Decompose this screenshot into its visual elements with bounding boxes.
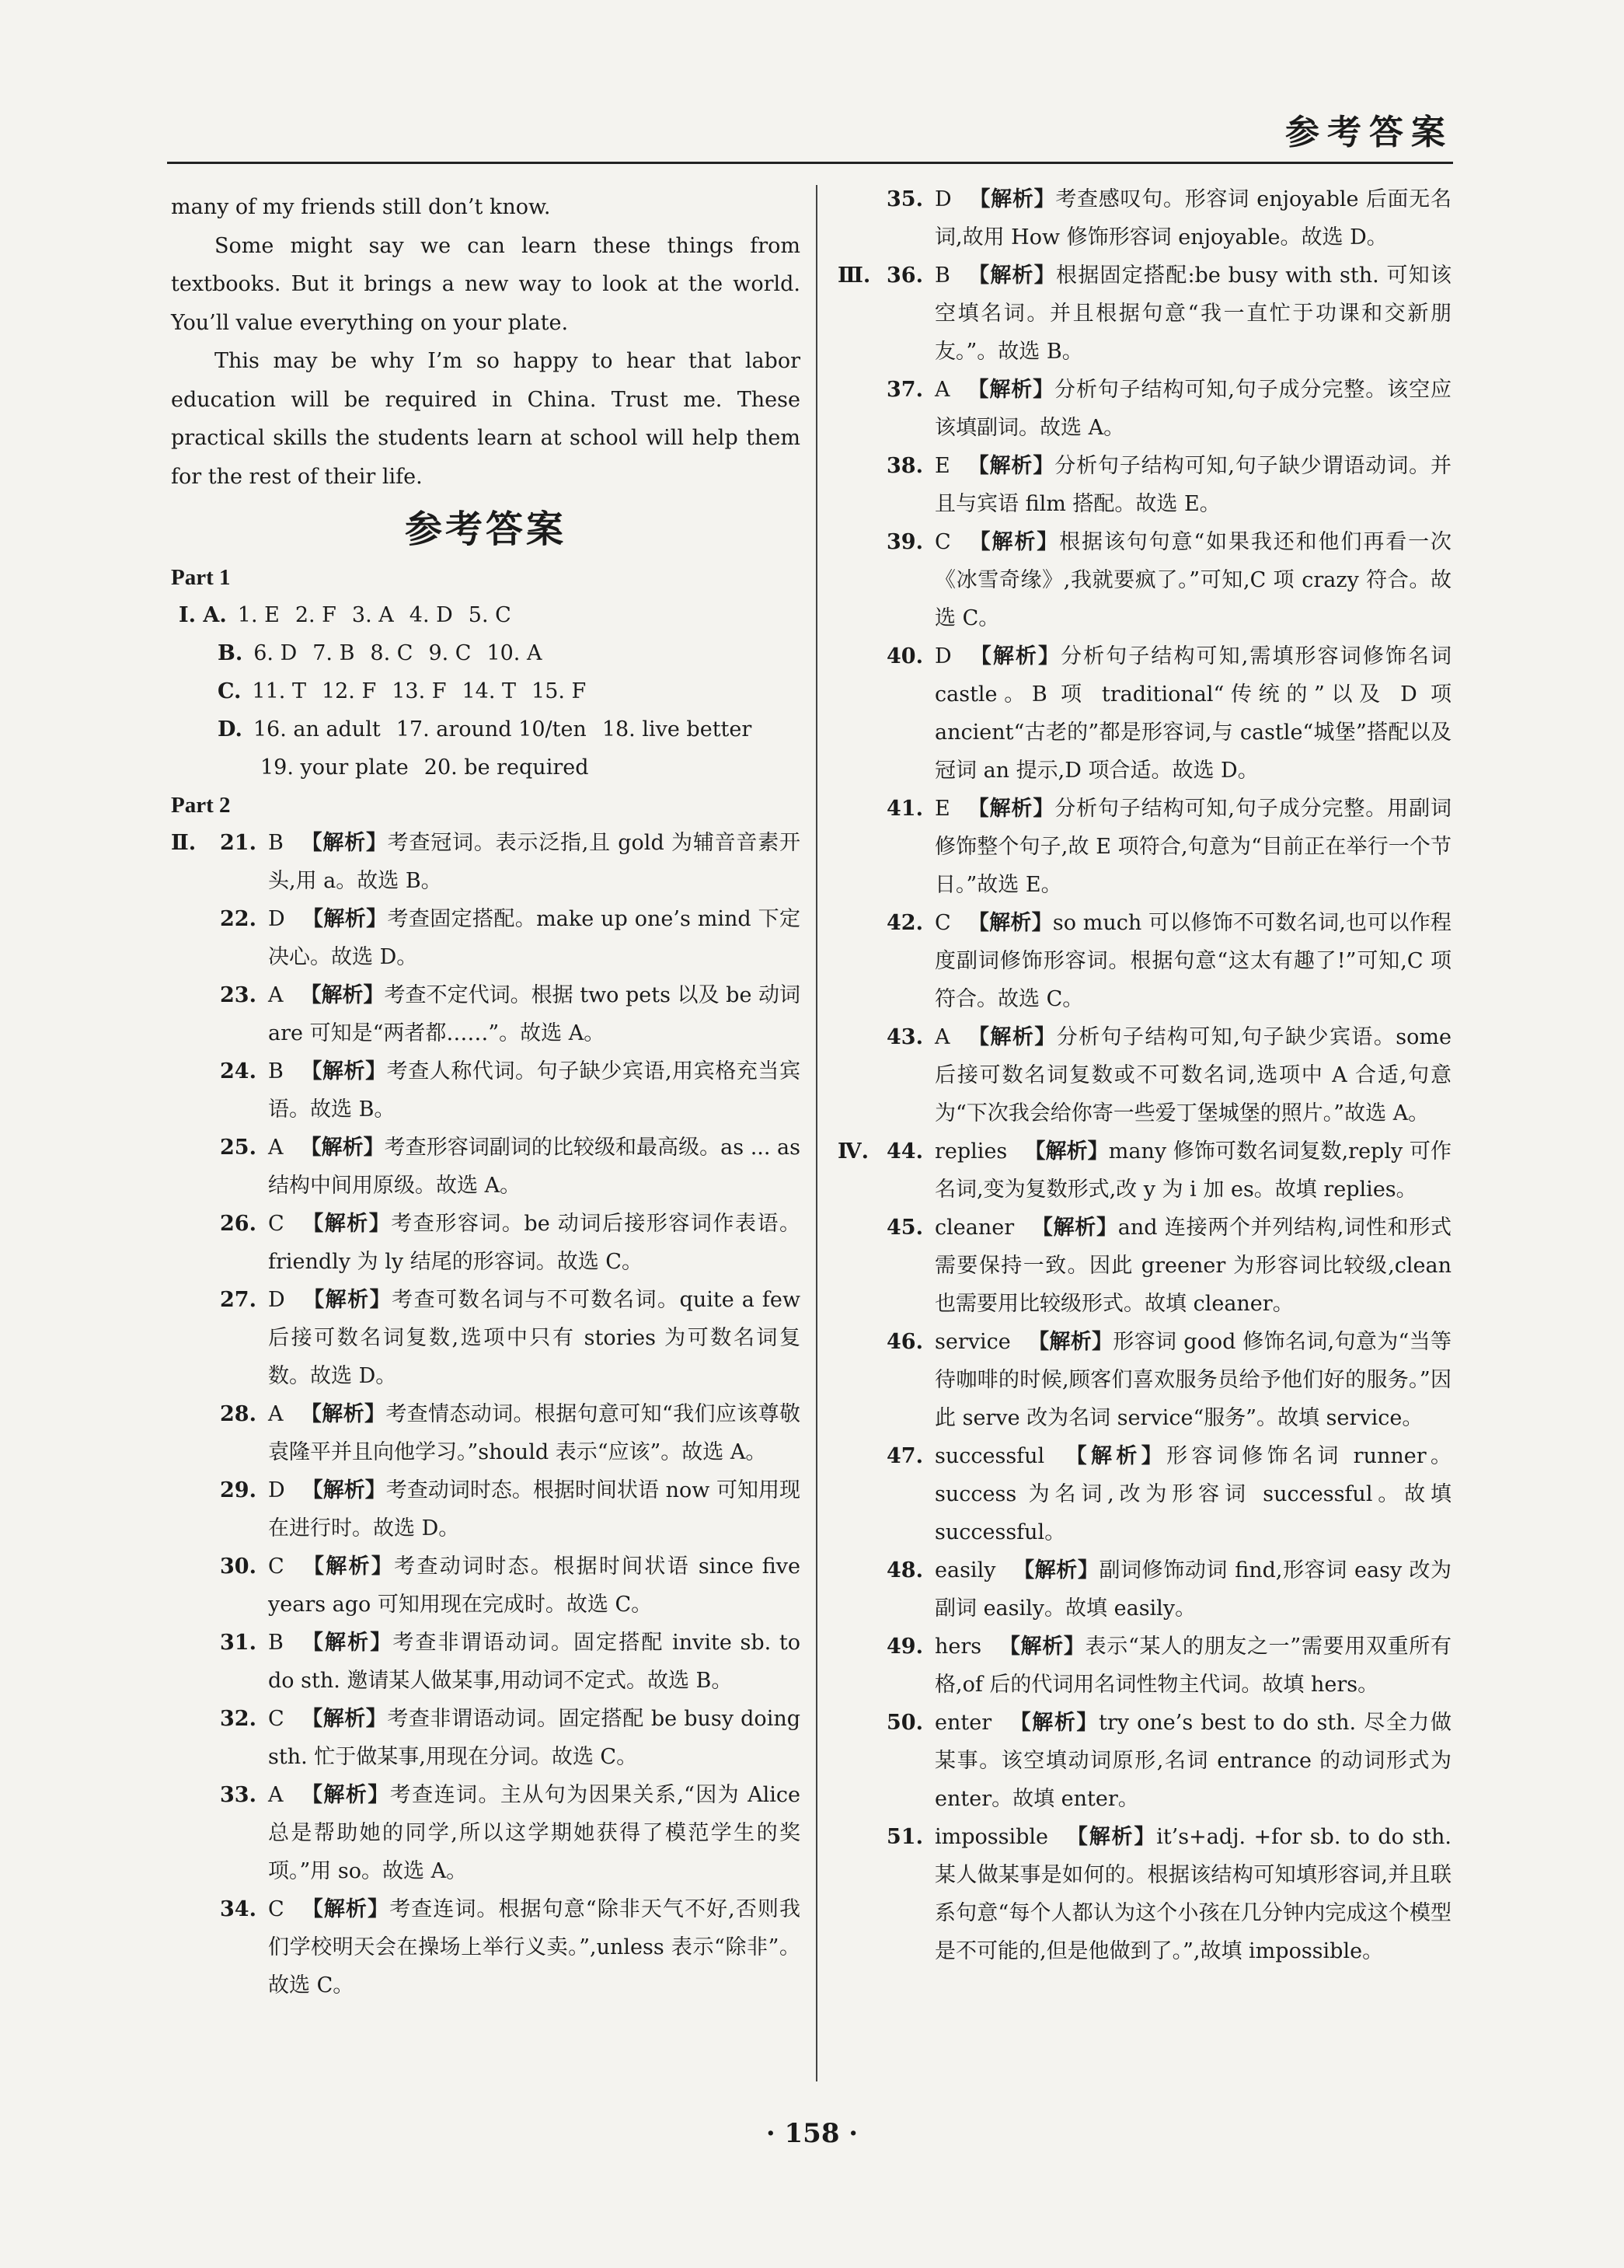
- question-number: 41.: [887, 797, 923, 821]
- question-number: 40.: [887, 644, 923, 668]
- answer-explanation: [171, 976, 800, 1052]
- analysis-text: 分析句子结构可知,句子成分完整。该空应该填副词。故选 A。: [935, 378, 1451, 440]
- answer-item: 16. an adult: [253, 717, 381, 741]
- answer-explanation: [171, 1776, 800, 1890]
- answer-explanation: [838, 1323, 1451, 1437]
- answer-explanation: [171, 1624, 800, 1700]
- part-1-label: Part 1: [171, 565, 231, 590]
- question-number: 27.: [220, 1288, 256, 1312]
- answer-value: C: [268, 1212, 284, 1236]
- answer-item: 17. around 10/ten: [396, 717, 587, 741]
- analysis-text: 分析句子结构可知,需填形容词修饰名词 castle。B 项 traditional“传统的”以及 D 项 ancient“古老的”都是形容词,与 castle“城堡”搭配以及冠词 an 提示,D 项合适。故选 D。: [935, 644, 1451, 783]
- answer-value: C: [268, 1897, 284, 1921]
- analysis-text: 副词修饰动词 find,形容词 easy 改为副词 easily。故填 easily。: [935, 1558, 1451, 1621]
- answer-item: 15. F: [531, 679, 587, 703]
- analysis-tag: 【解析】: [967, 530, 1060, 554]
- answer-value: service: [935, 1330, 1011, 1354]
- answer-explanation: [838, 637, 1451, 790]
- analysis-tag: 【解析】: [300, 1059, 387, 1083]
- answer-explanation: [838, 1628, 1451, 1704]
- question-number: 34.: [220, 1897, 256, 1921]
- analysis-tag: 【解析】: [967, 911, 1053, 935]
- analysis-tag: 【解析】: [967, 378, 1055, 402]
- answer-explanation: [171, 1890, 800, 2005]
- question-number: 29.: [220, 1478, 256, 1502]
- answer-value: B: [268, 1059, 284, 1083]
- question-number: 37.: [887, 378, 923, 402]
- answer-value: E: [935, 454, 950, 478]
- answer-value: B: [268, 831, 284, 855]
- analysis-tag: 【解析】: [1061, 1444, 1167, 1468]
- analysis-tag: 【解析】: [967, 454, 1055, 478]
- answer-value: D: [268, 1288, 285, 1312]
- answer-value: B: [935, 263, 950, 288]
- answer-explanation: [171, 1205, 800, 1281]
- answer-row-prefix: Ⅰ. A.: [179, 603, 227, 627]
- answer-explanation: [838, 371, 1451, 447]
- answer-item: 6. D: [253, 641, 298, 665]
- right-column: [838, 180, 1451, 1970]
- answer-explanation: [838, 1818, 1451, 1970]
- analysis-text: try one’s best to do sth. 尽全力做某事。该空填动词原形,名词 entrance 的动词形式为 enter。故填 enter。: [935, 1711, 1452, 1811]
- analysis-tag: 【解析】: [967, 1025, 1057, 1049]
- answer-value: successful: [935, 1444, 1045, 1468]
- answer-value: C: [935, 530, 951, 554]
- answer-item: 10. A: [486, 641, 542, 665]
- answer-explanation: [171, 900, 800, 976]
- answer-explanation: [838, 1209, 1451, 1323]
- answer-item: 2. F: [294, 603, 336, 627]
- analysis-text: 考查动词时态。根据时间状语 now 可知用现在进行时。故选 D。: [268, 1478, 800, 1540]
- analysis-tag: 【解析】: [300, 1783, 390, 1807]
- answer-row-prefix: D.: [218, 717, 242, 741]
- answer-value: A: [268, 1136, 284, 1160]
- analysis-text: 根据固定搭配:be busy with sth. 可知该空填名词。并且根据句意“我一直忙于功课和交新朋友。”。故选 B。: [935, 263, 1451, 364]
- passage-paragraph: Some might say we can learn these things from textbooks. But it brings a new way to look at the world. You’ll value everything on your plate.: [171, 233, 800, 335]
- analysis-tag: 【解析】: [300, 1402, 386, 1426]
- part-2-label: Part 2: [171, 793, 231, 818]
- answer-value: C: [935, 911, 951, 935]
- analysis-text: 形容词修饰名词 runner。success 为名词,改为形容词 successful。故填 successful。: [935, 1444, 1451, 1544]
- question-number: 23.: [220, 983, 256, 1007]
- question-number: 44.: [887, 1139, 923, 1164]
- section-roman-numeral: Ⅱ.: [171, 831, 197, 855]
- answer-row: [171, 596, 800, 634]
- analysis-tag: 【解析】: [301, 1288, 392, 1312]
- analysis-text: 考查冠词。表示泛指,且 gold 为辅音音素开头,用 a。故选 B。: [268, 831, 800, 893]
- analysis-tag: 【解析】: [968, 187, 1056, 211]
- answer-explanation: [171, 1700, 800, 1776]
- analysis-tag: 【解析】: [968, 644, 1061, 668]
- part-2-right-items: [838, 180, 1451, 1970]
- analysis-text: 考查形容词副词的比较级和最高级。as ... as结构中间用原级。故选 A。: [268, 1136, 801, 1198]
- question-number: 43.: [887, 1025, 923, 1049]
- answer-item: 3. A: [351, 603, 394, 627]
- analysis-text: 分析句子结构可知,句子成分完整。用副词修饰整个句子,故 E 项符合,句意为“目前正在举行一个节日。”故选 E。: [935, 797, 1451, 897]
- question-number: 21.: [220, 831, 256, 855]
- analysis-text: 考查人称代词。句子缺少宾语,用宾格充当宾语。故选 B。: [268, 1059, 800, 1122]
- answer-value: C: [268, 1554, 284, 1579]
- passage-paragraph: many of my friends still don’t know.: [171, 195, 551, 219]
- answer-item: 13. F: [392, 679, 447, 703]
- answer-explanation: [838, 1437, 1451, 1551]
- answer-value: A: [268, 1402, 284, 1426]
- analysis-text: 考查非谓语动词。固定搭配 be busy doing sth. 忙于做某事,用现在分词。故选 C。: [268, 1707, 800, 1769]
- analysis-text: 考查连词。根据句意“除非天气不好,否则我们学校明天会在操场上举行义卖。”,unless 表示“除非”。故选 C。: [268, 1897, 800, 1998]
- analysis-text: so much 可以修饰不可数名词,也可以作程度副词修饰形容词。根据句意“这太有趣了!”可知,C 项符合。故选 C。: [935, 911, 1451, 1011]
- answer-item: 5. C: [468, 603, 511, 627]
- question-number: 51.: [887, 1825, 923, 1849]
- question-number: 50.: [887, 1711, 923, 1735]
- question-number: 49.: [887, 1635, 923, 1659]
- answer-item: 12. F: [321, 679, 377, 703]
- answer-value: enter: [935, 1711, 992, 1735]
- analysis-text: 根据该句句意“如果我还和他们再看一次《冰雪奇缘》,我就要疯了。”可知,C 项 crazy 符合。故选 C。: [935, 530, 1451, 630]
- analysis-tag: 【解析】: [300, 1631, 393, 1655]
- analysis-tag: 【解析】: [301, 1478, 386, 1502]
- answer-explanation: [838, 447, 1451, 523]
- analysis-tag: 【解析】: [301, 1212, 392, 1236]
- passage-paragraph: This may be why I’m so happy to hear that labor education will be required in China. Trust me. These practical skills the students learn at school will help them for the rest of their life.: [171, 349, 800, 489]
- answer-explanation: [838, 1704, 1451, 1818]
- analysis-text: 考查不定代词。根据 two pets 以及 be 动词 are 可知是“两者都……”。故选 A。: [268, 983, 801, 1045]
- analysis-tag: 【解析】: [1009, 1711, 1099, 1735]
- answer-value: cleaner: [935, 1216, 1015, 1240]
- answer-explanation: [838, 256, 1451, 371]
- answer-explanation: [838, 1132, 1451, 1209]
- question-number: 46.: [887, 1330, 923, 1354]
- header-title: 参考答案: [1285, 113, 1453, 152]
- answer-value: impossible: [935, 1825, 1049, 1849]
- analysis-text: 考查形容词。be 动词后接形容词作表语。friendly 为 ly 结尾的形容词。故选 C。: [268, 1212, 800, 1274]
- part-1-answers: [171, 596, 800, 787]
- answer-item: 7. B: [312, 641, 355, 665]
- answer-value: A: [935, 378, 950, 402]
- answer-explanation: [171, 1129, 800, 1205]
- question-number: 25.: [220, 1136, 256, 1160]
- answer-explanation: [838, 790, 1451, 904]
- answer-value: D: [935, 187, 952, 211]
- answer-value: hers: [935, 1635, 982, 1659]
- analysis-text: 考查情态动词。根据句意可知“我们应该尊敬袁隆平并且向他学习。”should 表示“应该”。故选 A。: [268, 1402, 800, 1464]
- answer-value: easily: [935, 1558, 996, 1582]
- answer-value: A: [935, 1025, 950, 1049]
- question-number: 30.: [220, 1554, 256, 1579]
- question-number: 24.: [220, 1059, 256, 1083]
- page-header: [167, 99, 1453, 164]
- question-number: 28.: [220, 1402, 256, 1426]
- answer-explanation: [171, 824, 800, 900]
- analysis-tag: 【解析】: [967, 263, 1057, 288]
- answer-row-prefix: C.: [218, 679, 242, 703]
- answer-explanation: [171, 1281, 800, 1395]
- answer-value: D: [935, 644, 952, 668]
- question-number: 47.: [887, 1444, 923, 1468]
- left-column: [171, 188, 800, 2005]
- analysis-text: 考查可数名词与不可数名词。quite a few 后接可数名词复数,选项中只有 stories 为可数名词复数。故选 D。: [268, 1288, 801, 1388]
- answer-explanation: [171, 1052, 800, 1129]
- answer-item: 18. live better: [601, 717, 752, 741]
- column-divider: [816, 185, 817, 2081]
- answer-value: A: [268, 1783, 284, 1807]
- analysis-tag: 【解析】: [967, 797, 1055, 821]
- analysis-tag: 【解析】: [1012, 1558, 1100, 1582]
- answer-item: 14. T: [462, 679, 517, 703]
- part-2-left-items: [171, 824, 800, 2005]
- question-number: 38.: [887, 454, 923, 478]
- answer-item: 11. T: [252, 679, 306, 703]
- answer-explanation: [171, 1395, 800, 1471]
- analysis-text: 分析句子结构可知,句子缺少谓语动词。并且与宾语 film 搭配。故选 E。: [935, 454, 1451, 516]
- answer-item: 9. C: [428, 641, 472, 665]
- answer-explanation: [838, 1551, 1451, 1628]
- answer-value: D: [268, 1478, 285, 1502]
- analysis-tag: 【解析】: [998, 1635, 1086, 1659]
- question-number: 48.: [887, 1558, 923, 1582]
- answer-row: [171, 748, 800, 787]
- analysis-tag: 【解析】: [300, 1136, 385, 1160]
- analysis-text: many 修饰可数名词复数,reply 可作名词,变为复数形式,改 y 为 i 加 es。故填 replies。: [935, 1139, 1452, 1202]
- question-number: 26.: [220, 1212, 256, 1236]
- analysis-tag: 【解析】: [1065, 1825, 1157, 1849]
- answer-value: D: [268, 907, 285, 931]
- answer-item: 20. be required: [423, 755, 589, 780]
- analysis-tag: 【解析】: [300, 983, 385, 1007]
- analysis-text: 考查非谓语动词。固定搭配 invite sb. to do sth. 邀请某人做某事,用动词不定式。故选 B。: [268, 1631, 800, 1693]
- analysis-tag: 【解析】: [1024, 1139, 1109, 1164]
- answer-explanation: [171, 1547, 800, 1624]
- page-number: · 158 ·: [765, 2118, 859, 2149]
- analysis-text: 考查感叹句。形容词 enjoyable 后面无名词,故用 How 修饰形容词 enjoyable。故选 D。: [935, 187, 1451, 249]
- analysis-text: 考查连词。主从句为因果关系,“因为 Alice 总是帮助她的同学,所以这学期她获得了模范学生的奖项。”用 so。故选 A。: [268, 1783, 801, 1883]
- question-number: 45.: [887, 1216, 923, 1240]
- analysis-tag: 【解析】: [1031, 1216, 1118, 1240]
- question-number: 39.: [887, 530, 923, 554]
- answer-item: 8. C: [370, 641, 413, 665]
- question-number: 42.: [887, 911, 923, 935]
- section-roman-numeral: Ⅲ.: [838, 263, 871, 288]
- answer-value: replies: [935, 1139, 1008, 1164]
- analysis-tag: 【解析】: [301, 1897, 390, 1921]
- answer-row: [171, 710, 800, 748]
- answer-item: 1. E: [237, 603, 280, 627]
- answer-item: 19. your plate: [260, 755, 409, 780]
- analysis-tag: 【解析】: [301, 1554, 395, 1579]
- question-number: 32.: [220, 1707, 256, 1731]
- question-number: 31.: [220, 1631, 256, 1655]
- answer-explanation: [838, 180, 1451, 256]
- answer-row: [171, 634, 800, 672]
- analysis-text: and 连接两个并列结构,词性和形式需要保持一致。因此 greener 为形容词比较级,clean 也需要用比较级形式。故填 cleaner。: [935, 1216, 1451, 1316]
- answer-value: B: [268, 1631, 284, 1655]
- answer-value: A: [268, 983, 284, 1007]
- answer-value: E: [935, 797, 950, 821]
- analysis-text: it’s+adj. +for sb. to do sth. 某人做某事是如何的。根据该结构可知填形容词,并且联系句意“每个人都认为这个小孩在几分钟内完成这个模型是不可能的,但是他做到了。”,故填 impossible。: [935, 1825, 1451, 1963]
- answer-explanation: [171, 1471, 800, 1547]
- analysis-text: 分析句子结构可知,句子缺少宾语。some 后接可数名词复数或不可数名词,选项中 A 合适,句意为“下次我会给你寄一些爱丁堡城堡的照片。”故选 A。: [935, 1025, 1452, 1125]
- analysis-text: 形容词 good 修饰名词,句意为“当等待咖啡的时候,顾客们喜欢服务员给予他们好的服务。”因此 serve 改为名词 service“服务”。故填 service。: [935, 1330, 1451, 1430]
- analysis-text: 考查固定搭配。make up one’s mind 下定决心。故选 D。: [268, 907, 801, 969]
- answer-explanation: [838, 523, 1451, 637]
- answer-item: 4. D: [409, 603, 453, 627]
- analysis-tag: 【解析】: [301, 907, 388, 931]
- answer-explanation: [838, 904, 1451, 1018]
- question-number: 33.: [220, 1783, 256, 1807]
- analysis-tag: 【解析】: [300, 831, 388, 855]
- question-number: 36.: [887, 263, 923, 288]
- analysis-text: 考查动词时态。根据时间状语 since five years ago 可知用现在完成时。故选 C。: [268, 1554, 800, 1617]
- question-number: 35.: [887, 187, 923, 211]
- question-number: 22.: [220, 907, 256, 931]
- section-title: 参考答案: [404, 508, 566, 551]
- section-roman-numeral: Ⅳ.: [838, 1139, 870, 1164]
- answer-value: C: [268, 1707, 284, 1731]
- answer-row: [171, 672, 800, 710]
- answer-explanation: [838, 1018, 1451, 1132]
- analysis-tag: 【解析】: [301, 1707, 388, 1731]
- analysis-text: 表示“某人的朋友之一”需要用双重所有格,of 后的代词用名词性物主代词。故填 hers。: [935, 1635, 1451, 1697]
- analysis-tag: 【解析】: [1027, 1330, 1113, 1354]
- answer-row-prefix: B.: [218, 641, 243, 665]
